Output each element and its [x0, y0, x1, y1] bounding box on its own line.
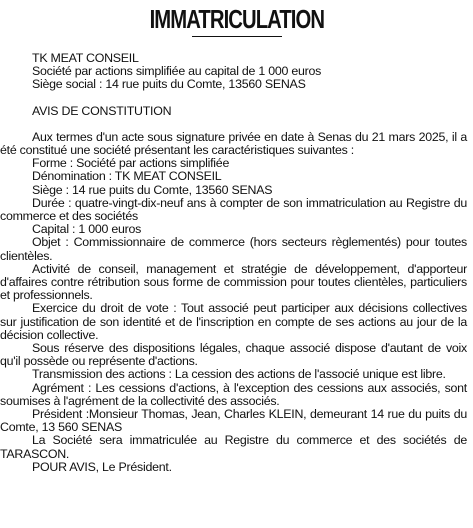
notice-president: Président :Monsieur Thomas, Jean, Charles KLEIN, demeurant 14 rue du puits du Comte, 13 560 SENAS [0, 407, 467, 435]
notice-siege: Siège : 14 rue puits du Comte, 13560 SENAS [32, 182, 273, 197]
notice-objet: Objet : Commissionnaire de commerce (hors secteurs règlementés) pour toutes clientèles. [0, 235, 467, 263]
notice-registre: La Société sera immatriculée au Registre du commerce et des sociétés de TARASCON. [0, 433, 467, 461]
notice-title: AVIS DE CONSTITUTION [32, 103, 172, 118]
spacer [0, 92, 473, 105]
spacer [0, 118, 473, 131]
heading-title: IMMATRICULATION [149, 4, 324, 34]
notice-body [0, 52, 473, 474]
notice-forme: Forme : Société par actions simplifiée [32, 156, 230, 171]
notice-signature: POUR AVIS, Le Président. [32, 459, 172, 474]
notice-transmission: Transmission des actions : La cession des actions de l'associé unique est libre. [32, 367, 446, 382]
notice-duree: Durée : quatre-vingt-dix-neuf ans à compter de son immatriculation au Registre du commerce et des sociétés [0, 195, 467, 224]
notice-vote: Exercice du droit de vote : Tout associé peut participer aux décisions collectives sur justification de son identité et de l'inscription en compte de ses actions au jour de la décision collective. [0, 301, 467, 342]
company-name: TK MEAT CONSEIL [32, 51, 139, 65]
company-seat-line: Siège social : 14 rue puits du Comte, 13560 SENAS [32, 77, 306, 92]
notice-agrement: Agrément : Les cessions d'actions, à l'exception des cessions aux associés, sont soumises à l'agrément de la collectivité des associés. [0, 380, 467, 408]
notice-denomination: Dénomination : TK MEAT CONSEIL [32, 169, 222, 184]
notice-intro: Aux termes d'un acte sous signature privée en date à Senas du 21 mars 2025, il a été constitué une société présentant les caractéristiques suivantes : [0, 129, 467, 158]
heading-underline [192, 36, 282, 37]
notice-capital: Capital : 1 000 euros [32, 222, 142, 237]
section-heading [0, 4, 473, 37]
notice-voix: Sous réserve des dispositions légales, chaque associé dispose d'autant de voix qu'il possède ou représente d'actions. [0, 341, 467, 369]
notice-activite: Activité de conseil, management et stratégie de développement, d'apporteur d'affaires contre rétribution sous forme de commission pour toutes clientèles, particuliers et professionnels. [0, 261, 467, 303]
company-capital-line: Société par actions simplifiée au capital de 1 000 euros [32, 64, 322, 79]
